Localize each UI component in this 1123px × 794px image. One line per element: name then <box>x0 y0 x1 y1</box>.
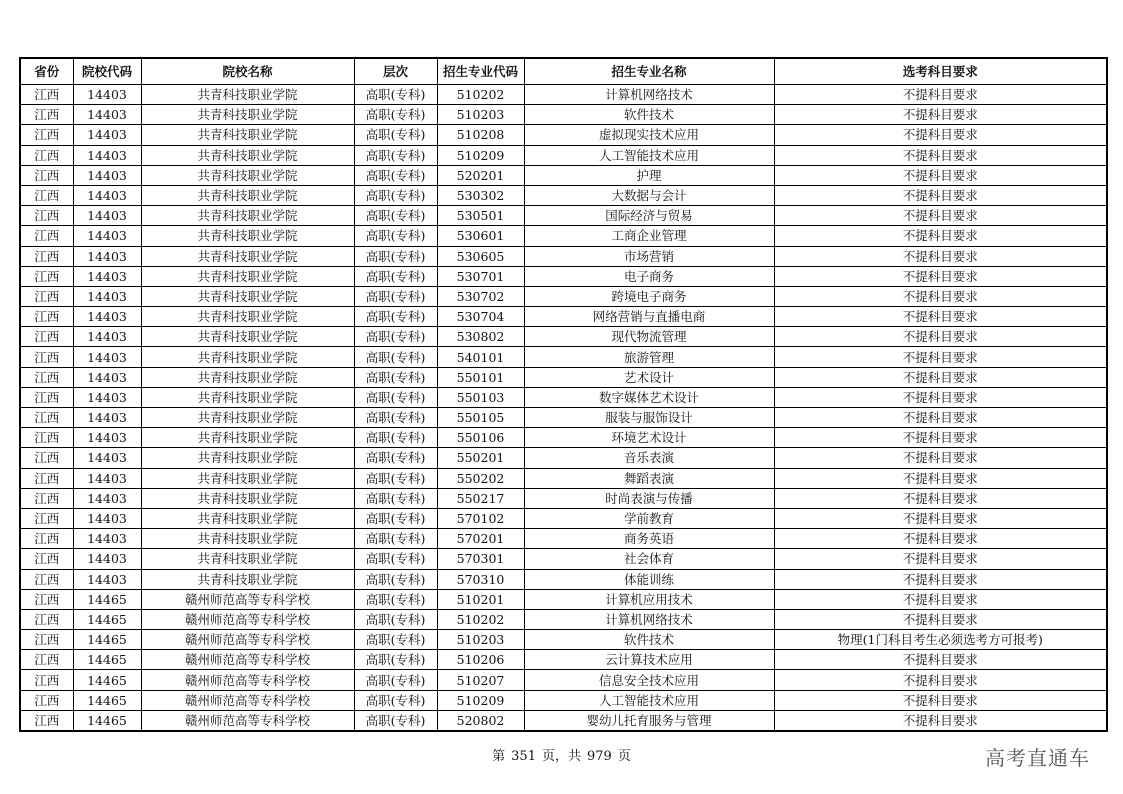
cell-major-code: 520802 <box>437 710 524 731</box>
table-row <box>20 266 1107 286</box>
table-row <box>20 125 1107 145</box>
cell-school-code: 14403 <box>73 529 141 549</box>
table-row <box>20 589 1107 609</box>
cell-school-code: 14465 <box>73 630 141 650</box>
cell-major-code: 550103 <box>437 387 524 407</box>
cell-school-name: 共青科技职业学院 <box>141 105 354 125</box>
cell-province: 江西 <box>20 307 73 327</box>
cell-major-code: 510201 <box>437 589 524 609</box>
cell-school-code: 14403 <box>73 569 141 589</box>
cell-province: 江西 <box>20 670 73 690</box>
cell-level: 高职(专科) <box>354 428 437 448</box>
cell-school-code: 14403 <box>73 488 141 508</box>
cell-school-name: 共青科技职业学院 <box>141 85 354 105</box>
cell-province: 江西 <box>20 448 73 468</box>
cell-subject-requirement: 不提科目要求 <box>774 387 1107 407</box>
cell-major-name: 市场营销 <box>524 246 774 266</box>
cell-province: 江西 <box>20 266 73 286</box>
table-row <box>20 488 1107 508</box>
cell-subject-requirement: 不提科目要求 <box>774 408 1107 428</box>
cell-school-code: 14403 <box>73 246 141 266</box>
cell-province: 江西 <box>20 185 73 205</box>
cell-school-name: 共青科技职业学院 <box>141 145 354 165</box>
cell-province: 江西 <box>20 246 73 266</box>
cell-province: 江西 <box>20 508 73 528</box>
cell-subject-requirement: 不提科目要求 <box>774 650 1107 670</box>
cell-major-code: 530501 <box>437 206 524 226</box>
table-row <box>20 670 1107 690</box>
cell-province: 江西 <box>20 165 73 185</box>
cell-level: 高职(专科) <box>354 408 437 428</box>
cell-school-code: 14403 <box>73 226 141 246</box>
cell-major-code: 510208 <box>437 125 524 145</box>
cell-major-code: 550106 <box>437 428 524 448</box>
cell-level: 高职(专科) <box>354 589 437 609</box>
table-row <box>20 347 1107 367</box>
table-row <box>20 529 1107 549</box>
cell-major-code: 530701 <box>437 266 524 286</box>
cell-major-name: 时尚表演与传播 <box>524 488 774 508</box>
table-row <box>20 710 1107 731</box>
table-row <box>20 448 1107 468</box>
admission-table-container <box>19 57 1106 732</box>
cell-level: 高职(专科) <box>354 246 437 266</box>
cell-major-name: 学前教育 <box>524 508 774 528</box>
cell-level: 高职(专科) <box>354 650 437 670</box>
cell-major-code: 510202 <box>437 609 524 629</box>
cell-major-code: 550202 <box>437 468 524 488</box>
cell-province: 江西 <box>20 690 73 710</box>
cell-major-name: 旅游管理 <box>524 347 774 367</box>
cell-subject-requirement: 不提科目要求 <box>774 165 1107 185</box>
cell-major-name: 国际经济与贸易 <box>524 206 774 226</box>
cell-school-code: 14465 <box>73 710 141 731</box>
page-footer <box>0 745 1123 764</box>
cell-school-code: 14465 <box>73 609 141 629</box>
cell-major-name: 计算机网络技术 <box>524 85 774 105</box>
cell-school-name: 共青科技职业学院 <box>141 185 354 205</box>
cell-province: 江西 <box>20 609 73 629</box>
cell-major-code: 540101 <box>437 347 524 367</box>
cell-province: 江西 <box>20 428 73 448</box>
footer-page-number: 351 <box>511 749 536 764</box>
cell-school-code: 14465 <box>73 589 141 609</box>
cell-subject-requirement: 不提科目要求 <box>774 246 1107 266</box>
cell-province: 江西 <box>20 105 73 125</box>
cell-major-code: 550217 <box>437 488 524 508</box>
cell-major-name: 云计算技术应用 <box>524 650 774 670</box>
cell-level: 高职(专科) <box>354 630 437 650</box>
cell-school-code: 14465 <box>73 690 141 710</box>
cell-school-name: 共青科技职业学院 <box>141 387 354 407</box>
admission-table <box>19 57 1108 732</box>
cell-school-code: 14403 <box>73 165 141 185</box>
cell-level: 高职(专科) <box>354 549 437 569</box>
header-major-name: 招生专业名称 <box>524 58 774 85</box>
cell-school-name: 共青科技职业学院 <box>141 307 354 327</box>
cell-major-name: 跨境电子商务 <box>524 286 774 306</box>
cell-school-name: 共青科技职业学院 <box>141 286 354 306</box>
table-row <box>20 327 1107 347</box>
cell-subject-requirement: 不提科目要求 <box>774 85 1107 105</box>
cell-major-name: 现代物流管理 <box>524 327 774 347</box>
cell-school-name: 共青科技职业学院 <box>141 448 354 468</box>
cell-school-code: 14403 <box>73 286 141 306</box>
cell-subject-requirement: 不提科目要求 <box>774 125 1107 145</box>
cell-level: 高职(专科) <box>354 307 437 327</box>
cell-subject-requirement: 不提科目要求 <box>774 508 1107 528</box>
cell-major-code: 530302 <box>437 185 524 205</box>
cell-school-name: 共青科技职业学院 <box>141 569 354 589</box>
table-row <box>20 569 1107 589</box>
cell-province: 江西 <box>20 529 73 549</box>
cell-school-code: 14403 <box>73 468 141 488</box>
cell-subject-requirement: 不提科目要求 <box>774 549 1107 569</box>
cell-province: 江西 <box>20 145 73 165</box>
cell-school-name: 共青科技职业学院 <box>141 549 354 569</box>
cell-province: 江西 <box>20 549 73 569</box>
cell-level: 高职(专科) <box>354 670 437 690</box>
cell-school-code: 14403 <box>73 549 141 569</box>
cell-major-code: 530704 <box>437 307 524 327</box>
cell-level: 高职(专科) <box>354 569 437 589</box>
cell-major-code: 530702 <box>437 286 524 306</box>
cell-major-code: 510206 <box>437 650 524 670</box>
cell-subject-requirement: 不提科目要求 <box>774 448 1107 468</box>
cell-school-name: 共青科技职业学院 <box>141 327 354 347</box>
cell-subject-requirement: 不提科目要求 <box>774 609 1107 629</box>
cell-province: 江西 <box>20 367 73 387</box>
cell-subject-requirement: 不提科目要求 <box>774 206 1107 226</box>
cell-level: 高职(专科) <box>354 508 437 528</box>
cell-school-name: 赣州师范高等专科学校 <box>141 690 354 710</box>
cell-school-name: 共青科技职业学院 <box>141 468 354 488</box>
cell-major-code: 570201 <box>437 529 524 549</box>
cell-level: 高职(专科) <box>354 488 437 508</box>
cell-level: 高职(专科) <box>354 105 437 125</box>
cell-school-name: 赣州师范高等专科学校 <box>141 589 354 609</box>
cell-major-name: 数字媒体艺术设计 <box>524 387 774 407</box>
cell-province: 江西 <box>20 387 73 407</box>
cell-level: 高职(专科) <box>354 529 437 549</box>
cell-level: 高职(专科) <box>354 145 437 165</box>
cell-major-code: 570310 <box>437 569 524 589</box>
table-row <box>20 105 1107 125</box>
cell-school-name: 共青科技职业学院 <box>141 125 354 145</box>
header-school-name: 院校名称 <box>141 58 354 85</box>
cell-major-code: 530605 <box>437 246 524 266</box>
cell-subject-requirement: 不提科目要求 <box>774 266 1107 286</box>
cell-major-code: 510202 <box>437 85 524 105</box>
cell-school-code: 14403 <box>73 408 141 428</box>
cell-school-name: 共青科技职业学院 <box>141 226 354 246</box>
cell-school-code: 14403 <box>73 105 141 125</box>
cell-school-name: 赣州师范高等专科学校 <box>141 650 354 670</box>
cell-school-name: 赣州师范高等专科学校 <box>141 630 354 650</box>
cell-subject-requirement: 不提科目要求 <box>774 488 1107 508</box>
cell-major-name: 网络营销与直播电商 <box>524 307 774 327</box>
cell-level: 高职(专科) <box>354 327 437 347</box>
table-row <box>20 307 1107 327</box>
cell-school-code: 14403 <box>73 367 141 387</box>
cell-school-code: 14403 <box>73 145 141 165</box>
cell-school-code: 14465 <box>73 650 141 670</box>
cell-subject-requirement: 不提科目要求 <box>774 690 1107 710</box>
cell-major-code: 530601 <box>437 226 524 246</box>
table-row <box>20 185 1107 205</box>
cell-subject-requirement: 不提科目要求 <box>774 589 1107 609</box>
cell-school-name: 共青科技职业学院 <box>141 165 354 185</box>
cell-school-name: 赣州师范高等专科学校 <box>141 710 354 731</box>
cell-province: 江西 <box>20 569 73 589</box>
cell-major-name: 大数据与会计 <box>524 185 774 205</box>
cell-subject-requirement: 不提科目要求 <box>774 529 1107 549</box>
footer-middle: 页，共 <box>541 749 581 764</box>
table-row <box>20 690 1107 710</box>
cell-subject-requirement: 不提科目要求 <box>774 226 1107 246</box>
table-row <box>20 226 1107 246</box>
header-province: 省份 <box>20 58 73 85</box>
cell-subject-requirement: 不提科目要求 <box>774 428 1107 448</box>
cell-subject-requirement: 不提科目要求 <box>774 286 1107 306</box>
cell-subject-requirement: 不提科目要求 <box>774 185 1107 205</box>
cell-school-code: 14403 <box>73 448 141 468</box>
cell-major-name: 艺术设计 <box>524 367 774 387</box>
header-major-code: 招生专业代码 <box>437 58 524 85</box>
cell-major-name: 信息安全技术应用 <box>524 670 774 690</box>
cell-level: 高职(专科) <box>354 710 437 731</box>
footer-suffix: 页 <box>617 749 631 764</box>
cell-province: 江西 <box>20 286 73 306</box>
table-row <box>20 85 1107 105</box>
cell-major-code: 550101 <box>437 367 524 387</box>
cell-subject-requirement: 不提科目要求 <box>774 468 1107 488</box>
cell-school-code: 14403 <box>73 347 141 367</box>
cell-level: 高职(专科) <box>354 468 437 488</box>
cell-major-name: 计算机网络技术 <box>524 609 774 629</box>
table-row <box>20 508 1107 528</box>
cell-level: 高职(专科) <box>354 347 437 367</box>
cell-major-code: 570102 <box>437 508 524 528</box>
cell-major-code: 520201 <box>437 165 524 185</box>
cell-major-name: 软件技术 <box>524 105 774 125</box>
cell-school-code: 14403 <box>73 206 141 226</box>
cell-province: 江西 <box>20 226 73 246</box>
table-row <box>20 387 1107 407</box>
table-row <box>20 246 1107 266</box>
cell-level: 高职(专科) <box>354 125 437 145</box>
cell-school-name: 共青科技职业学院 <box>141 206 354 226</box>
cell-level: 高职(专科) <box>354 448 437 468</box>
cell-level: 高职(专科) <box>354 286 437 306</box>
cell-subject-requirement: 不提科目要求 <box>774 569 1107 589</box>
header-subject-requirement: 选考科目要求 <box>774 58 1107 85</box>
cell-province: 江西 <box>20 206 73 226</box>
cell-province: 江西 <box>20 468 73 488</box>
footer-total-pages: 979 <box>587 749 612 764</box>
cell-major-name: 虚拟现实技术应用 <box>524 125 774 145</box>
cell-subject-requirement: 物理(1门科目考生必须选考方可报考) <box>774 630 1107 650</box>
cell-school-code: 14465 <box>73 670 141 690</box>
cell-major-name: 护理 <box>524 165 774 185</box>
cell-major-code: 550201 <box>437 448 524 468</box>
cell-province: 江西 <box>20 327 73 347</box>
cell-school-name: 共青科技职业学院 <box>141 508 354 528</box>
cell-school-code: 14403 <box>73 508 141 528</box>
cell-subject-requirement: 不提科目要求 <box>774 347 1107 367</box>
cell-subject-requirement: 不提科目要求 <box>774 145 1107 165</box>
cell-school-name: 赣州师范高等专科学校 <box>141 670 354 690</box>
cell-school-code: 14403 <box>73 266 141 286</box>
cell-province: 江西 <box>20 589 73 609</box>
cell-subject-requirement: 不提科目要求 <box>774 710 1107 731</box>
cell-major-code: 510207 <box>437 670 524 690</box>
cell-level: 高职(专科) <box>354 206 437 226</box>
table-row <box>20 286 1107 306</box>
cell-school-code: 14403 <box>73 387 141 407</box>
cell-subject-requirement: 不提科目要求 <box>774 327 1107 347</box>
header-school-code: 院校代码 <box>73 58 141 85</box>
cell-school-code: 14403 <box>73 428 141 448</box>
cell-major-name: 环境艺术设计 <box>524 428 774 448</box>
cell-province: 江西 <box>20 488 73 508</box>
table-body <box>20 85 1107 732</box>
cell-major-name: 人工智能技术应用 <box>524 145 774 165</box>
cell-province: 江西 <box>20 347 73 367</box>
cell-province: 江西 <box>20 125 73 145</box>
cell-major-name: 社会体育 <box>524 549 774 569</box>
cell-school-name: 赣州师范高等专科学校 <box>141 609 354 629</box>
cell-province: 江西 <box>20 710 73 731</box>
cell-province: 江西 <box>20 650 73 670</box>
cell-major-name: 服装与服饰设计 <box>524 408 774 428</box>
cell-level: 高职(专科) <box>354 185 437 205</box>
cell-major-name: 软件技术 <box>524 630 774 650</box>
cell-major-code: 510209 <box>437 145 524 165</box>
cell-province: 江西 <box>20 85 73 105</box>
cell-school-name: 共青科技职业学院 <box>141 408 354 428</box>
cell-school-code: 14403 <box>73 327 141 347</box>
cell-province: 江西 <box>20 408 73 428</box>
cell-subject-requirement: 不提科目要求 <box>774 670 1107 690</box>
cell-school-name: 共青科技职业学院 <box>141 529 354 549</box>
table-row <box>20 408 1107 428</box>
cell-school-name: 共青科技职业学院 <box>141 246 354 266</box>
table-row <box>20 367 1107 387</box>
watermark-text: 高考直通车 <box>985 746 1090 770</box>
cell-school-code: 14403 <box>73 125 141 145</box>
cell-school-name: 共青科技职业学院 <box>141 347 354 367</box>
cell-major-name: 婴幼儿托育服务与管理 <box>524 710 774 731</box>
table-row <box>20 206 1107 226</box>
cell-major-name: 工商企业管理 <box>524 226 774 246</box>
cell-major-code: 510209 <box>437 690 524 710</box>
header-level: 层次 <box>354 58 437 85</box>
cell-major-name: 电子商务 <box>524 266 774 286</box>
cell-level: 高职(专科) <box>354 85 437 105</box>
cell-major-code: 510203 <box>437 105 524 125</box>
cell-subject-requirement: 不提科目要求 <box>774 105 1107 125</box>
table-row <box>20 165 1107 185</box>
footer-prefix: 第 <box>492 749 506 764</box>
cell-school-code: 14403 <box>73 307 141 327</box>
cell-level: 高职(专科) <box>354 165 437 185</box>
cell-major-code: 550105 <box>437 408 524 428</box>
cell-major-name: 商务英语 <box>524 529 774 549</box>
cell-province: 江西 <box>20 630 73 650</box>
cell-major-code: 510203 <box>437 630 524 650</box>
cell-level: 高职(专科) <box>354 609 437 629</box>
cell-school-code: 14403 <box>73 85 141 105</box>
cell-major-name: 计算机应用技术 <box>524 589 774 609</box>
cell-subject-requirement: 不提科目要求 <box>774 367 1107 387</box>
cell-subject-requirement: 不提科目要求 <box>774 307 1107 327</box>
table-row <box>20 609 1107 629</box>
table-row <box>20 650 1107 670</box>
cell-major-name: 体能训练 <box>524 569 774 589</box>
cell-level: 高职(专科) <box>354 367 437 387</box>
cell-major-name: 音乐表演 <box>524 448 774 468</box>
cell-level: 高职(专科) <box>354 226 437 246</box>
cell-school-name: 共青科技职业学院 <box>141 488 354 508</box>
table-row <box>20 630 1107 650</box>
cell-school-name: 共青科技职业学院 <box>141 266 354 286</box>
cell-major-code: 570301 <box>437 549 524 569</box>
cell-level: 高职(专科) <box>354 690 437 710</box>
cell-school-code: 14403 <box>73 185 141 205</box>
table-row <box>20 549 1107 569</box>
cell-school-name: 共青科技职业学院 <box>141 428 354 448</box>
table-row <box>20 428 1107 448</box>
cell-major-name: 舞蹈表演 <box>524 468 774 488</box>
cell-level: 高职(专科) <box>354 387 437 407</box>
table-header-row <box>20 58 1107 85</box>
cell-school-name: 共青科技职业学院 <box>141 367 354 387</box>
table-row <box>20 145 1107 165</box>
cell-major-name: 人工智能技术应用 <box>524 690 774 710</box>
cell-major-code: 530802 <box>437 327 524 347</box>
table-row <box>20 468 1107 488</box>
cell-level: 高职(专科) <box>354 266 437 286</box>
